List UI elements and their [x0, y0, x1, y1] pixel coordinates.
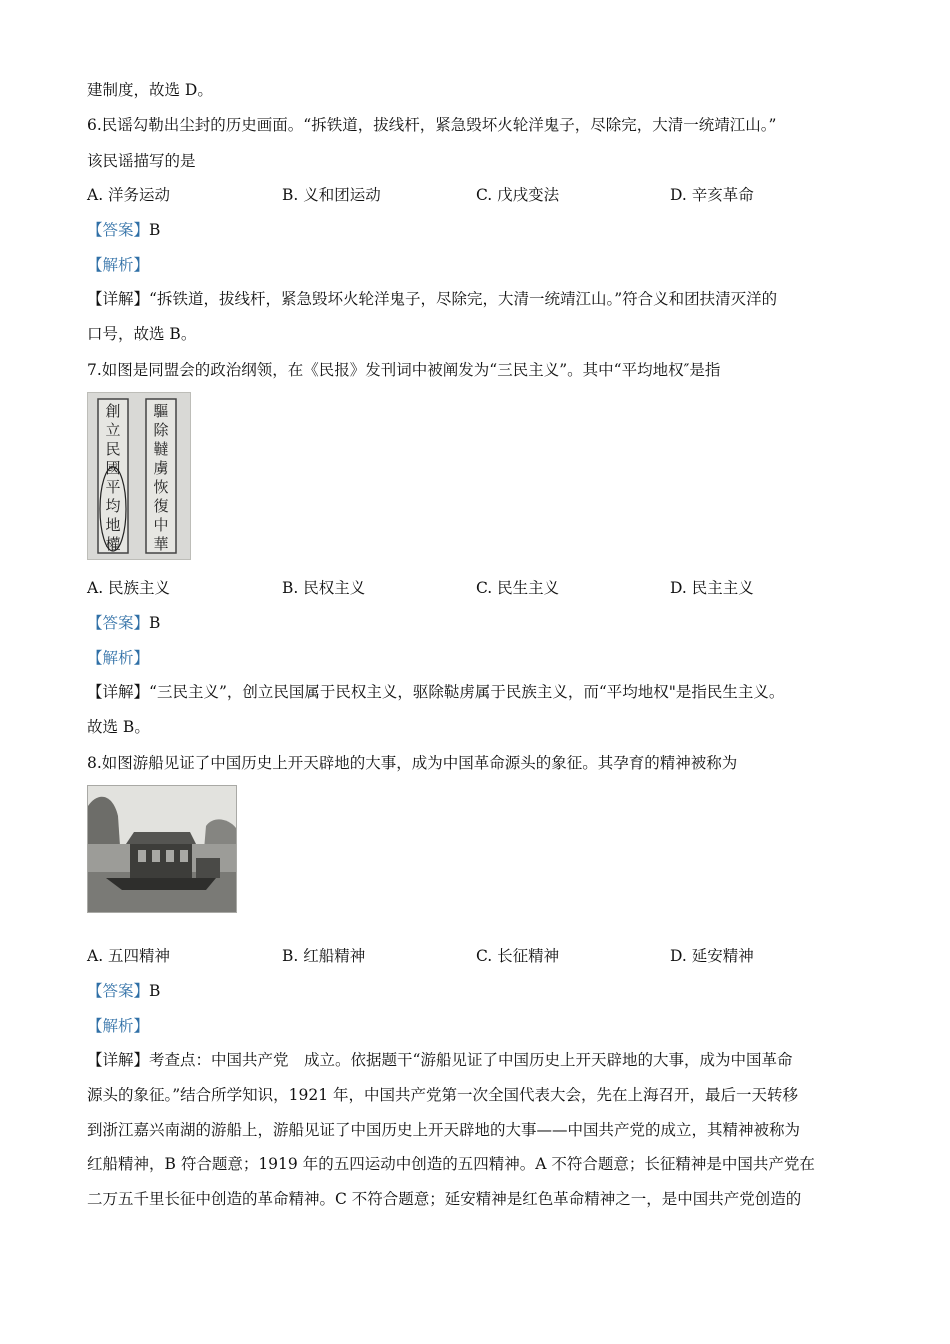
- answer-label: 【答案】: [87, 982, 150, 1000]
- answer-value: B: [149, 221, 161, 239]
- q8-analysis-heading: [87, 1015, 149, 1037]
- right-char: 中: [153, 516, 169, 534]
- detail-label: 【详解】: [87, 290, 150, 308]
- detail-text: “三民主义”，创立民国属于民权主义，驱除鞑虏属于民族主义，而“平均地权"是指民生主义。: [149, 683, 785, 701]
- right-char: 除: [153, 421, 169, 439]
- q8-option-a: A. 五四精神: [87, 947, 171, 965]
- q6-detail-line-2: 口号，故选 B。: [87, 325, 197, 343]
- left-char: 創: [105, 402, 121, 420]
- analysis-label: 【解析】: [87, 649, 150, 667]
- q7-option-b: B. 民权主义: [282, 579, 366, 597]
- q7-options: [87, 577, 887, 599]
- detail-label: 【详解】: [87, 683, 150, 701]
- left-char: 均: [105, 497, 121, 515]
- q6-analysis-heading: [87, 254, 149, 276]
- q8-options: [87, 945, 887, 967]
- q8-detail-line-2: 源头的象征。”结合所学知识，1921 年，中国共产党第一次全国代表大会，先在上海召开，最后一天转移: [87, 1086, 799, 1104]
- q6-answer: [87, 219, 160, 241]
- left-char: 地: [105, 516, 121, 534]
- q8-detail-line-1: [87, 1049, 792, 1071]
- left-char: 平: [105, 478, 121, 496]
- q6-option-c: C. 戊戌变法: [476, 186, 560, 204]
- previous-answer-tail: 建制度，故选 D。: [87, 81, 213, 99]
- right-char: 恢: [153, 478, 169, 496]
- q7-option-c: C. 民生主义: [476, 579, 560, 597]
- answer-label: 【答案】: [87, 221, 150, 239]
- boat-illustration: [88, 786, 236, 912]
- answer-label: 【答案】: [87, 614, 150, 632]
- q6-detail-line-1: [87, 288, 777, 310]
- q7-stem: 7.如图是同盟会的政治纲领，在《民报》发刊词中被阐发为“三民主义”。其中“平均地权″是指: [87, 361, 721, 379]
- analysis-label: 【解析】: [87, 1017, 150, 1035]
- q8-stem: 8.如图游船见证了中国历史上开天辟地的大事，成为中国革命源头的象征。其孕育的精神被称为: [87, 754, 738, 772]
- q6-stem-line-2: 该民谣描写的是: [87, 152, 196, 170]
- q7-analysis-heading: [87, 647, 149, 669]
- red-boat-photo: [87, 785, 237, 913]
- q6-stem-line-1: 6.民谣勾勒出尘封的历史画面。“拆铁道，拔线杆，紧急毁坏火轮洋鬼子，尽除完，大清一统靖江山。”: [87, 116, 777, 134]
- left-char: 權: [105, 535, 121, 553]
- q8-option-b: B. 红船精神: [282, 947, 366, 965]
- q7-answer: [87, 612, 160, 634]
- answer-value: B: [149, 982, 161, 1000]
- right-char: 復: [153, 497, 169, 515]
- right-char: 驅: [153, 402, 169, 420]
- q8-option-c: C. 长征精神: [476, 947, 560, 965]
- q8-detail-line-5: 二万五千里长征中创造的革命精神。C 不符合题意；延安精神是红色革命精神之一，是中国共产党创造的: [87, 1190, 802, 1208]
- detail-text: “拆铁道，拔线杆，紧急毁坏火轮洋鬼子，尽除完，大清一统靖江山。”符合义和团扶清灭洋的: [149, 290, 778, 308]
- q8-detail-line-3: 到浙江嘉兴南湖的游船上，游船见证了中国历史上开天辟地的大事——中国共产党的成立，其精神被称为: [87, 1121, 801, 1139]
- q7-detail-line-2: 故选 B。: [87, 718, 150, 736]
- left-char: 民: [105, 440, 121, 458]
- left-char: 立: [105, 421, 121, 439]
- tongmenghui-program-image: [87, 392, 191, 560]
- q6-option-d: D. 辛亥革命: [670, 186, 754, 204]
- answer-value: B: [149, 614, 161, 632]
- q6-option-b: B. 义和团运动: [282, 186, 381, 204]
- q6-options: [87, 184, 887, 206]
- q8-answer: [87, 980, 160, 1002]
- q7-option-a: A. 民族主义: [87, 579, 171, 597]
- right-char: 華: [153, 535, 169, 553]
- detail-text: 考查点：中国共产党 成立。依据题干“游船见证了中国历史上开天辟地的大事，成为中国革命: [149, 1051, 793, 1069]
- q6-option-a: A. 洋务运动: [87, 186, 171, 204]
- q8-option-d: D. 延安精神: [670, 947, 754, 965]
- detail-label: 【详解】: [87, 1051, 150, 1069]
- q7-option-d: D. 民主主义: [670, 579, 754, 597]
- program-banner-figure: [88, 393, 190, 559]
- analysis-label: 【解析】: [87, 256, 150, 274]
- left-char: 國: [105, 459, 121, 477]
- q8-detail-line-4: 红船精神，B 符合题意；1919 年的五四运动中创造的五四精神。A 不符合题意；长征精神是中国共产党在: [87, 1155, 815, 1173]
- right-char: 虜: [153, 459, 169, 477]
- right-char: 韃: [153, 440, 169, 458]
- q7-detail-line-1: [87, 681, 784, 703]
